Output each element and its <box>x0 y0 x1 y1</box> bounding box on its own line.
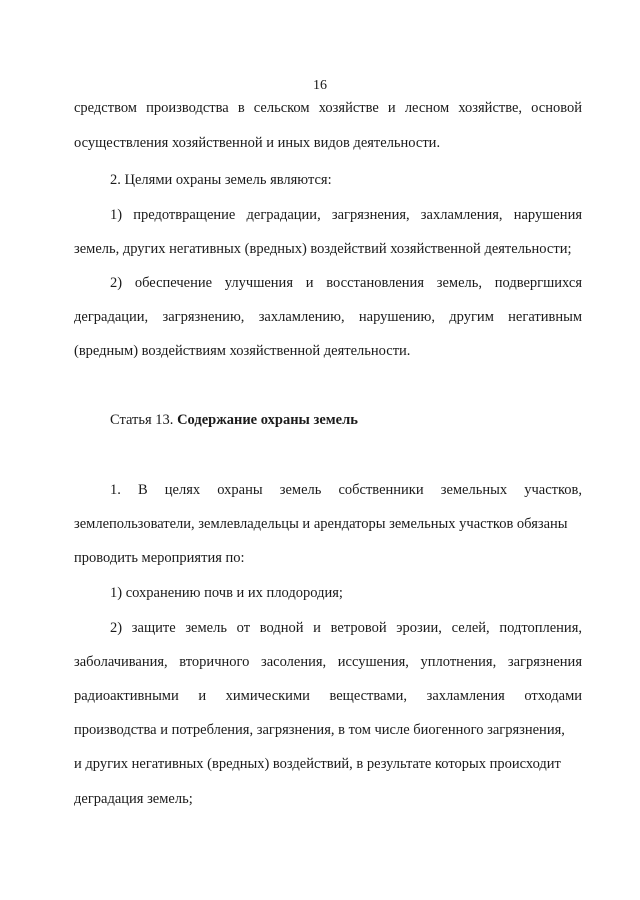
text-line: землепользователи, землевладельцы и арендаторы земельных участков обязаны <box>74 516 568 532</box>
text-line: и других негативных (вредных) воздействий, в результате которых происходит <box>74 756 561 772</box>
page-number: 16 <box>313 78 327 93</box>
text-line: земель, других негативных (вредных) воздействий хозяйственной деятельности; <box>74 241 572 257</box>
text-line: 2. Целями охраны земель являются: <box>110 172 332 188</box>
text-line: 1) сохранению почв и их плодородия; <box>110 585 343 601</box>
article-heading <box>110 410 358 430</box>
text-line: 2) защите земель от водной и ветровой эрозии, селей, подтопления, <box>110 620 582 636</box>
article-number: Статья 13. <box>110 412 178 428</box>
text-line: осуществления хозяйственной и иных видов деятельности. <box>74 135 441 151</box>
text-line: проводить мероприятия по: <box>74 550 245 566</box>
text-line: 1) предотвращение деградации, загрязнения, захламления, нарушения <box>110 207 582 223</box>
text-line: средством производства в сельском хозяйстве и лесном хозяйстве, основой <box>74 100 582 116</box>
text-line: 2) обеспечение улучшения и восстановления земель, подвергшихся <box>110 275 582 291</box>
article-title: Содержание охраны земель <box>177 412 358 428</box>
text-line: заболачивания, вторичного засоления, иссушения, уплотнения, загрязнения <box>74 654 582 670</box>
text-line: производства и потребления, загрязнения, в том числе биогенного загрязнения, <box>74 722 565 738</box>
text-line: деградация земель; <box>74 791 193 807</box>
text-line: 1. В целях охраны земель собственники земельных участков, <box>110 482 582 498</box>
text-line: деградации, загрязнению, захламлению, нарушению, другим негативным <box>74 309 582 325</box>
text-line: (вредным) воздействиям хозяйственной деятельности. <box>74 343 411 359</box>
text-line: радиоактивными и химическими веществами, захламления отходами <box>74 688 582 704</box>
